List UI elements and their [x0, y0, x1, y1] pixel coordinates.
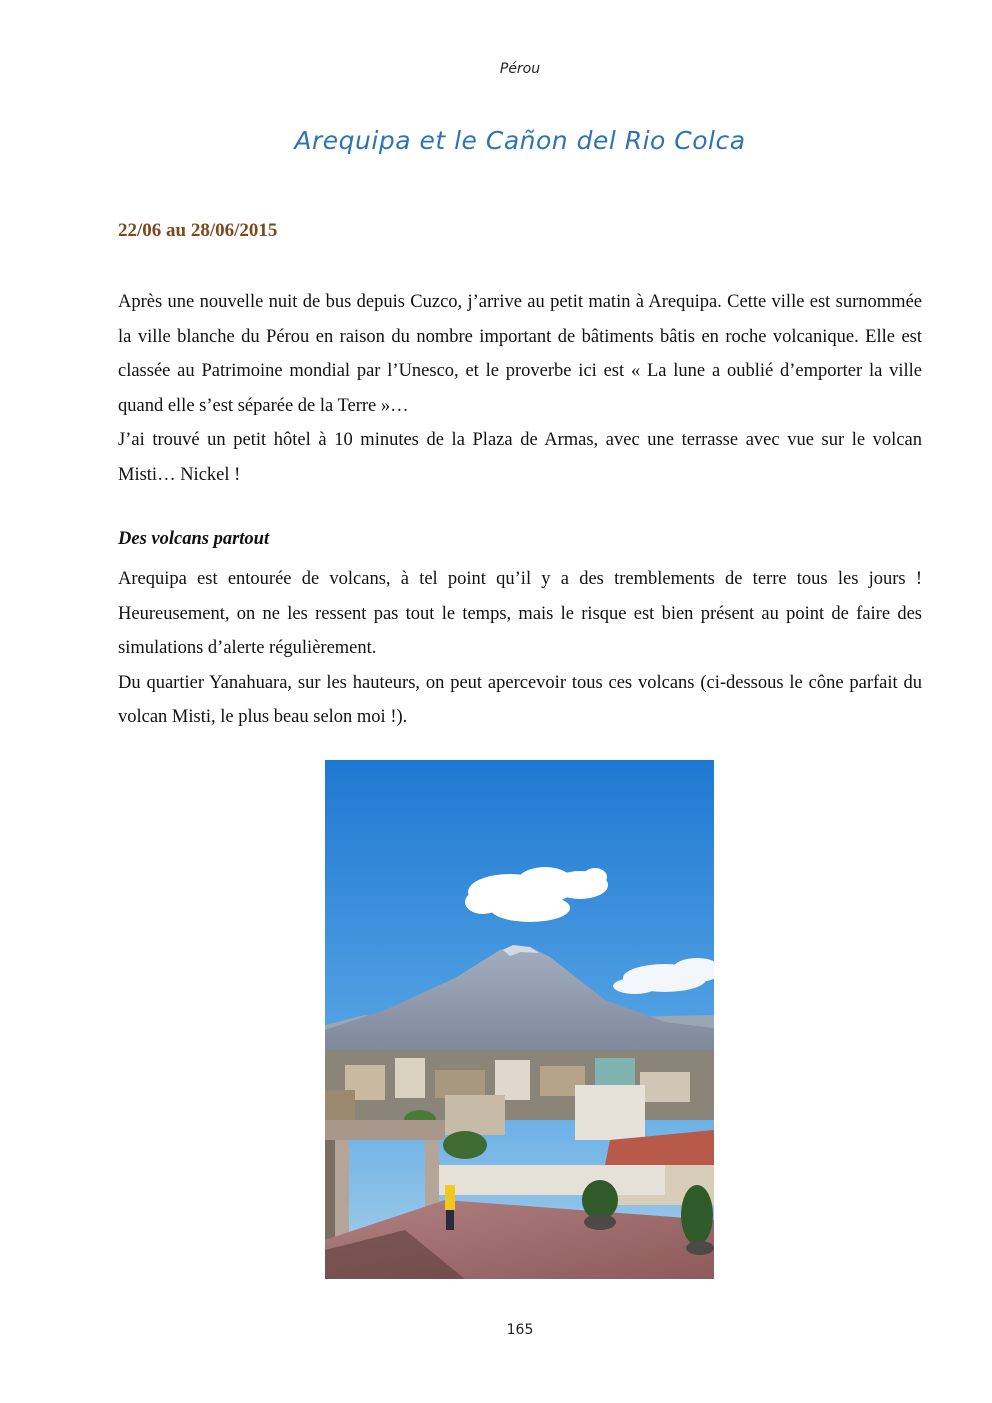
date-range: 22/06 au 28/06/2015: [118, 220, 278, 241]
volcano-photo: [325, 760, 714, 1279]
section-text: [118, 562, 922, 735]
intro-text: [118, 285, 922, 492]
person: [445, 1185, 455, 1210]
section-paragraph-2: Du quartier Yanahuara, sur les hauteurs, on peut apercevoir tous ces volcans (ci-dessous le cône parfait du volcan Misti, le plus beau selon moi !).: [118, 672, 922, 727]
page-number: 165: [506, 1322, 534, 1338]
volcano-photo-illustration: [325, 760, 714, 1279]
running-header: Pérou: [499, 61, 541, 77]
intro-paragraph-1: Après une nouvelle nuit de bus depuis Cuzco, j’arrive au petit matin à Arequipa. Cette ville est surnommée la ville blanche du Pérou en raison du nombre important de bâtiments bâtis en roche volcanique. Elle est classée au Patrimoine mondial par l’Unesco, et le proverbe ici est « La lune a oublié d’emporter la ville quand elle s’est séparée de la Terre »…: [118, 292, 922, 416]
section-paragraph-1: Arequipa est entourée de volcans, à tel point qu’il y a des tremblements de terre tous les jours ! Heureusement, on ne les ressent pas tout le temps, mais le risque est bien présent au point de faire des simulations d’alerte régulièrement.: [118, 569, 922, 658]
intro-paragraph-2: J’ai trouvé un petit hôtel à 10 minutes de la Plaza de Armas, avec une terrasse avec vue sur le volcan Misti… Nickel !: [118, 430, 922, 485]
section-heading: Des volcans partout: [118, 529, 270, 549]
page-title: Arequipa et le Cañon del Rio Colca: [294, 126, 746, 155]
